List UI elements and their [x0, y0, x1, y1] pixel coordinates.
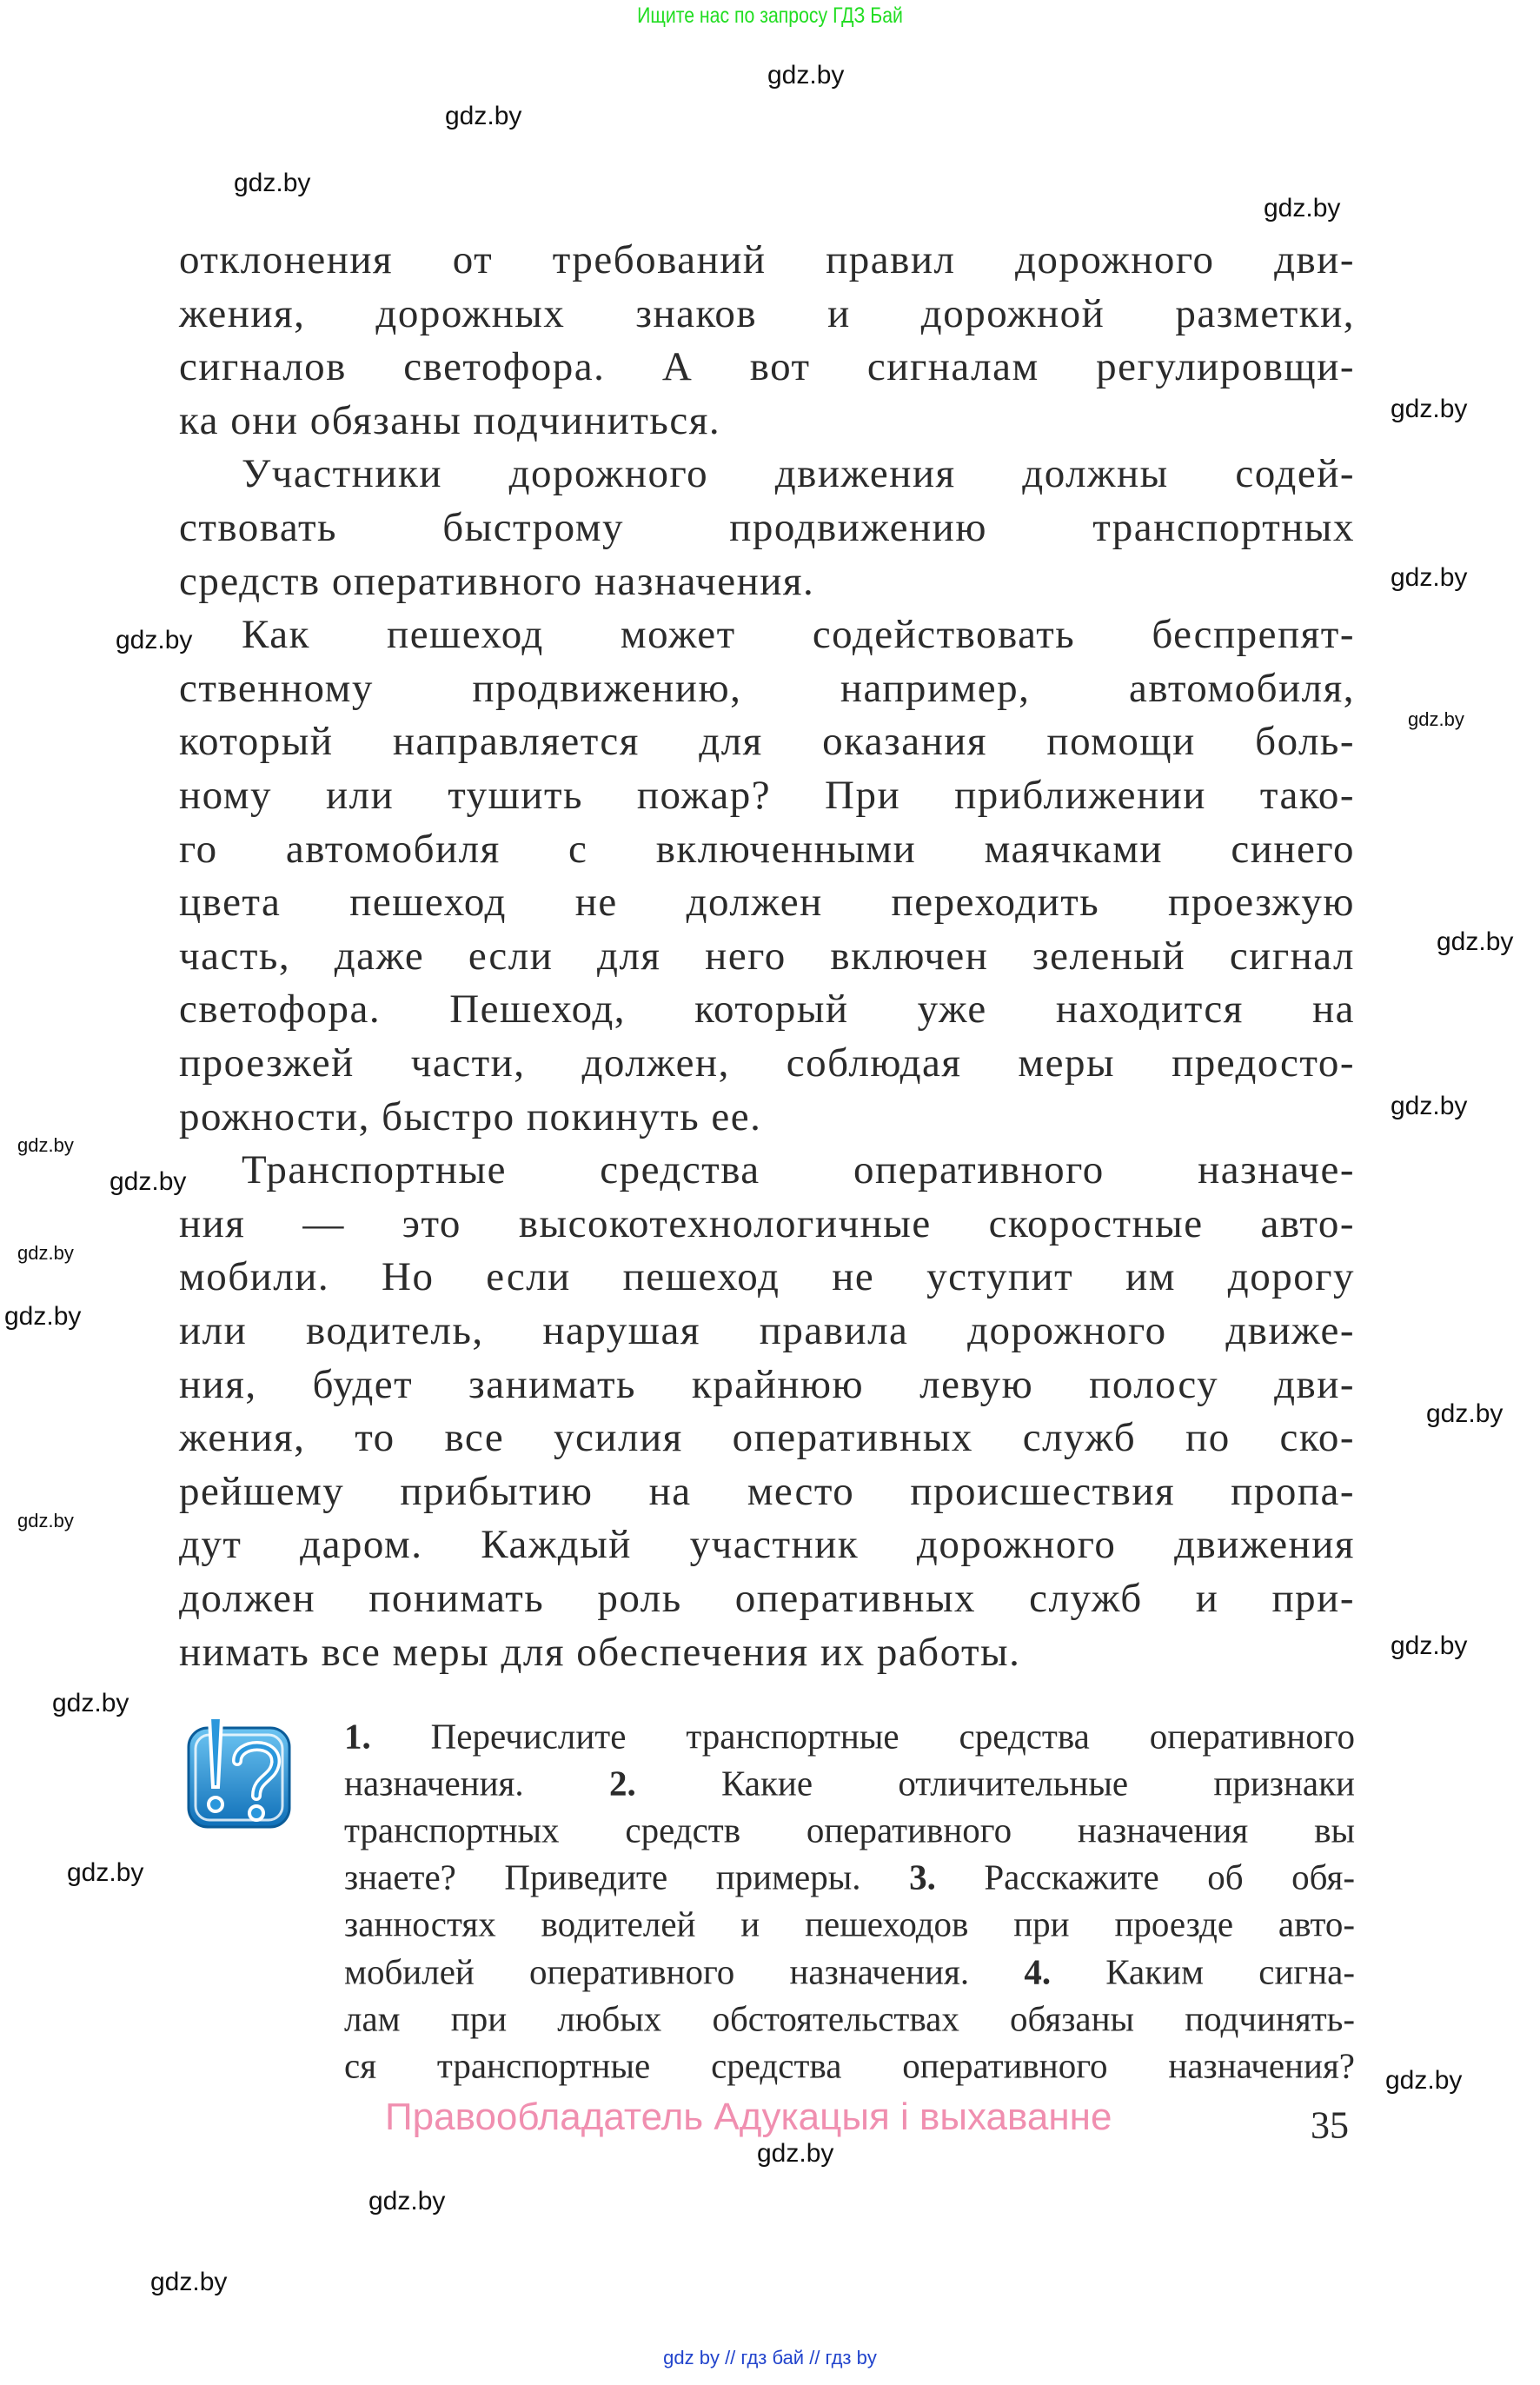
question-text: транспортных средств оперативного назначения вы — [344, 1810, 1355, 1850]
watermark: gdz.by — [767, 61, 845, 90]
text-line: Участники дорожного движения должны содей- — [242, 451, 1355, 497]
question-number: 3. — [909, 1857, 936, 1897]
exclamation-question-icon — [183, 1709, 295, 1832]
question-text: назначения. — [344, 1763, 609, 1804]
watermark: gdz.by — [234, 169, 311, 197]
question-number: 2. — [608, 1763, 636, 1804]
watermark: gdz.by — [368, 2187, 446, 2216]
question-line — [344, 1998, 1355, 2039]
copyright-notice: Правообладатель Адукацыя і выхаванне — [385, 2096, 1112, 2138]
question-text: лам при любых обстоятельствах обязаны подчинять- — [344, 1998, 1355, 2039]
text-line: ственному продвижению, например, автомобиля, — [179, 665, 1355, 711]
watermark: gdz.by — [1408, 708, 1464, 730]
text-line: ния, будет занимать крайнюю левую полосу дви- — [179, 1361, 1355, 1407]
watermark: gdz.by — [150, 2268, 228, 2296]
watermark: gdz.by — [1385, 2066, 1463, 2095]
question-line — [344, 1857, 1355, 1897]
text-line: цвета пешеход не должен переходить проезжую — [179, 880, 1355, 926]
watermark: gdz.by — [17, 1242, 74, 1264]
text-line: рейшему прибытию на место происшествия пропа- — [179, 1468, 1355, 1514]
watermark: gdz.by — [757, 2139, 834, 2168]
question-line — [344, 1903, 1355, 1944]
question-line — [344, 1763, 1355, 1804]
text-line: рожности, быстро покинуть ее. — [179, 1093, 762, 1139]
watermark: gdz.by — [1264, 194, 1341, 223]
text-line: мобили. Но если пешеход не уступит им дорогу — [179, 1254, 1355, 1300]
text-line: Транспортные средства оперативного назначе- — [242, 1147, 1355, 1193]
text-line: сигналов светофора. А вот сигналам регулировщи- — [179, 344, 1355, 390]
text-line: жения, то все усилия оперативных служб по ско- — [179, 1415, 1355, 1461]
question-line — [344, 1950, 1356, 1991]
watermark: gdz.by — [445, 102, 522, 130]
text-line: дут даром. Каждый участник дорожного движения — [179, 1522, 1355, 1568]
text-line: ка они обязаны подчиниться. — [179, 397, 721, 443]
watermark: gdz.by — [116, 626, 193, 654]
question-text: Какие отличительные признаки — [635, 1763, 1355, 1804]
question-text: занностях водителей и пешеходов при проезде авто- — [344, 1903, 1355, 1944]
text-line: светофора. Пешеход, который уже находится на — [179, 987, 1355, 1033]
watermark: gdz.by — [17, 1134, 74, 1156]
watermark: gdz.by — [52, 1689, 129, 1717]
text-line: Как пешеход может содействовать беспрепят- — [242, 612, 1355, 658]
question-text: знаете? Приведите примеры. — [344, 1857, 910, 1897]
question-text: Каким сигна- — [1051, 1950, 1356, 1991]
question-line — [344, 1810, 1355, 1850]
text-line: должен понимать роль оперативных служб и при- — [179, 1576, 1355, 1622]
question-text: Расскажите об обя- — [935, 1857, 1355, 1897]
watermark: gdz.by — [1391, 395, 1468, 423]
watermark: gdz.by — [1437, 927, 1514, 956]
page-number: 35 — [1311, 2103, 1349, 2147]
question-line — [344, 1716, 1355, 1757]
question-text: ся транспортные средства оперативного назначения? — [344, 2045, 1355, 2086]
watermark: gdz.by — [1391, 563, 1468, 592]
text-line: ствовать быстрому продвижению транспортных — [179, 505, 1355, 551]
question-line — [344, 2045, 1355, 2086]
question-number: 1. — [344, 1716, 371, 1757]
question-text: Перечислите транспортные средства оперативного — [370, 1716, 1355, 1757]
text-line: ния — это высокотехнологичные скоростные авто- — [179, 1200, 1355, 1246]
text-line: средств оперативного назначения. — [179, 558, 815, 604]
text-line: проезжей части, должен, соблюдая меры предосто- — [179, 1040, 1355, 1086]
text-line: отклонения от требований правил дорожного дви- — [179, 237, 1355, 283]
text-line: который направляется для оказания помощи боль- — [179, 719, 1355, 765]
watermark: gdz.by — [67, 1858, 144, 1887]
text-line: ному или тушить пожар? При приближении тако- — [179, 773, 1355, 819]
question-number: 4. — [1024, 1950, 1052, 1991]
footer-links[interactable]: gdz by // гдз бай // гдз by — [663, 2347, 877, 2368]
text-line: го автомобиля с включенными маячками синего — [179, 826, 1355, 872]
text-line: часть, даже если для него включен зеленый сигнал — [179, 933, 1355, 979]
watermark: gdz.by — [110, 1167, 187, 1196]
question-text: мобилей оперативного назначения. — [344, 1950, 1025, 1991]
text-line: жения, дорожных знаков и дорожной разметки, — [179, 290, 1355, 336]
search-hint: Ищите нас по запросу ГДЗ Бай — [637, 3, 903, 28]
watermark: gdz.by — [4, 1302, 82, 1331]
watermark: gdz.by — [1426, 1399, 1503, 1428]
watermark: gdz.by — [17, 1510, 74, 1531]
watermark: gdz.by — [1391, 1631, 1468, 1660]
watermark: gdz.by — [1391, 1092, 1468, 1120]
text-line: или водитель, нарушая правила дорожного движе- — [179, 1308, 1355, 1354]
text-line: нимать все меры для обеспечения их работы. — [179, 1629, 1021, 1675]
